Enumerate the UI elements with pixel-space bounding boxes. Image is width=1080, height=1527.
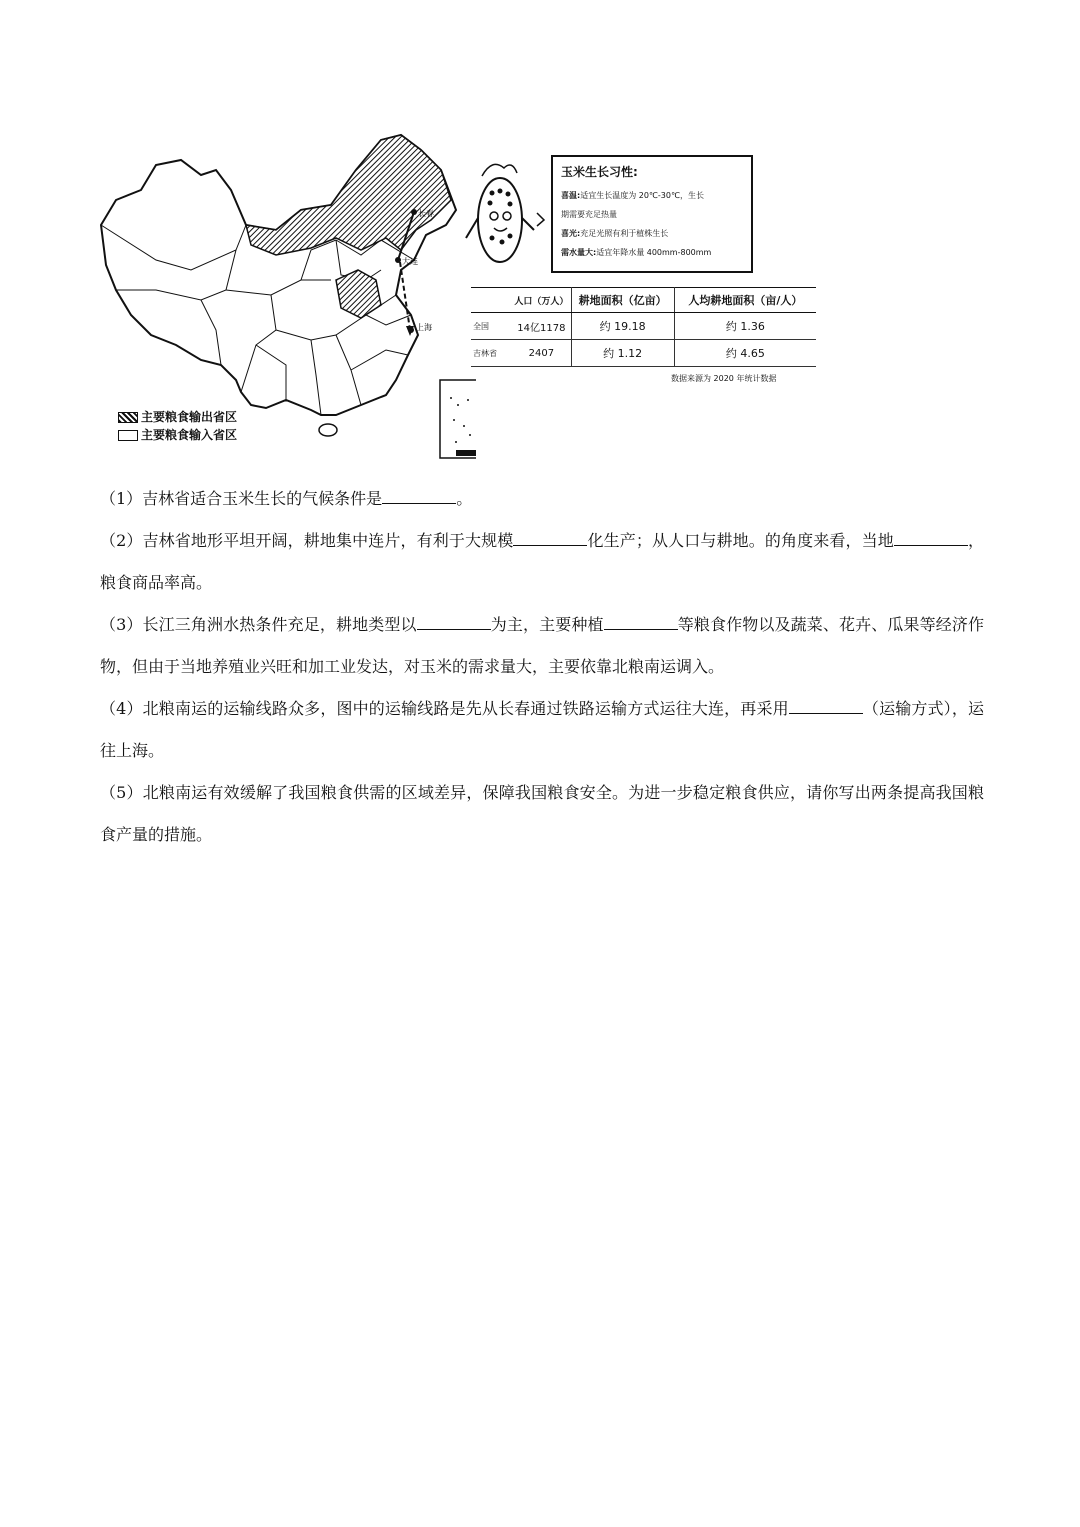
legend-item-export — [118, 408, 237, 426]
table-source-note: 数据来源为 2020 年统计数据 — [671, 374, 777, 383]
question-list — [100, 478, 984, 856]
answer-blank[interactable] — [382, 485, 456, 504]
habit-line: 喜光:充足光照有利于植株生长 — [561, 229, 669, 238]
table-header-row: 人口（万人） 耕地面积（亿亩） 人均耕地面积（亩/人） — [471, 288, 816, 313]
answer-blank[interactable] — [894, 527, 968, 546]
answer-blank[interactable] — [604, 611, 678, 630]
question-2: （2）吉林省地形平坦开阔，耕地集中连片，有利于大规模 化生产；从人口与耕地。的角度来看，当地 ，粮食商品率高。 — [100, 520, 984, 604]
table-row: 吉林省 2407 约 1.12 约 4.65 — [471, 340, 816, 367]
habit-line: 需水量大:适宜年降水量 400mm-800mm — [561, 248, 712, 257]
table-row: 全国 14亿1178 约 19.18 约 1.36 — [471, 313, 816, 340]
legend-label-import: 主要粮食输入省区 — [141, 428, 238, 442]
corn-habit-title: 玉米生长习性: — [561, 165, 638, 179]
corn-cartoon-icon — [462, 158, 550, 276]
question-4: （4）北粮南运的运输线路众多，图中的运输线路是先从长春通过铁路运输方式运往大连，再采用 （运输方式），运往上海。 — [100, 688, 984, 772]
answer-blank[interactable] — [417, 611, 491, 630]
export-swatch — [118, 412, 138, 423]
question-figure — [96, 130, 816, 465]
answer-blank[interactable] — [789, 695, 863, 714]
answer-blank[interactable] — [513, 527, 587, 546]
label-dalian: 大连 — [402, 257, 418, 266]
south-china-sea-inset — [440, 380, 476, 458]
population-farmland-table — [471, 287, 816, 367]
hainan-island — [319, 424, 337, 436]
habit-line: 喜温:适宜生长温度为 20℃-30℃，生长 — [561, 191, 704, 200]
corn-habit-card — [551, 155, 753, 273]
import-swatch — [118, 430, 138, 441]
question-3: （3）长江三角洲水热条件充足，耕地类型以 为主，主要种植 等粮食作物以及蔬菜、花卉、瓜果等经济作物，但由于当地养殖业兴旺和加工业发达，对玉米的需求量大，主要依靠北粮南运调入。 — [100, 604, 984, 688]
label-shanghai: 上海 — [416, 323, 432, 332]
habit-line: 期需要充足热量 — [561, 210, 617, 219]
question-5: （5）北粮南运有效缓解了我国粮食供需的区域差异，保障我国粮食安全。为进一步稳定粮食供应，请你写出两条提高我国粮食产量的措施。 — [100, 783, 984, 844]
question-1: （1）吉林省适合玉米生长的气候条件是 。 — [100, 478, 984, 520]
map-legend — [118, 408, 237, 444]
legend-label-export: 主要粮食输出省区 — [141, 410, 238, 424]
label-changchun: 长春 — [418, 209, 434, 218]
legend-item-import — [118, 426, 237, 444]
